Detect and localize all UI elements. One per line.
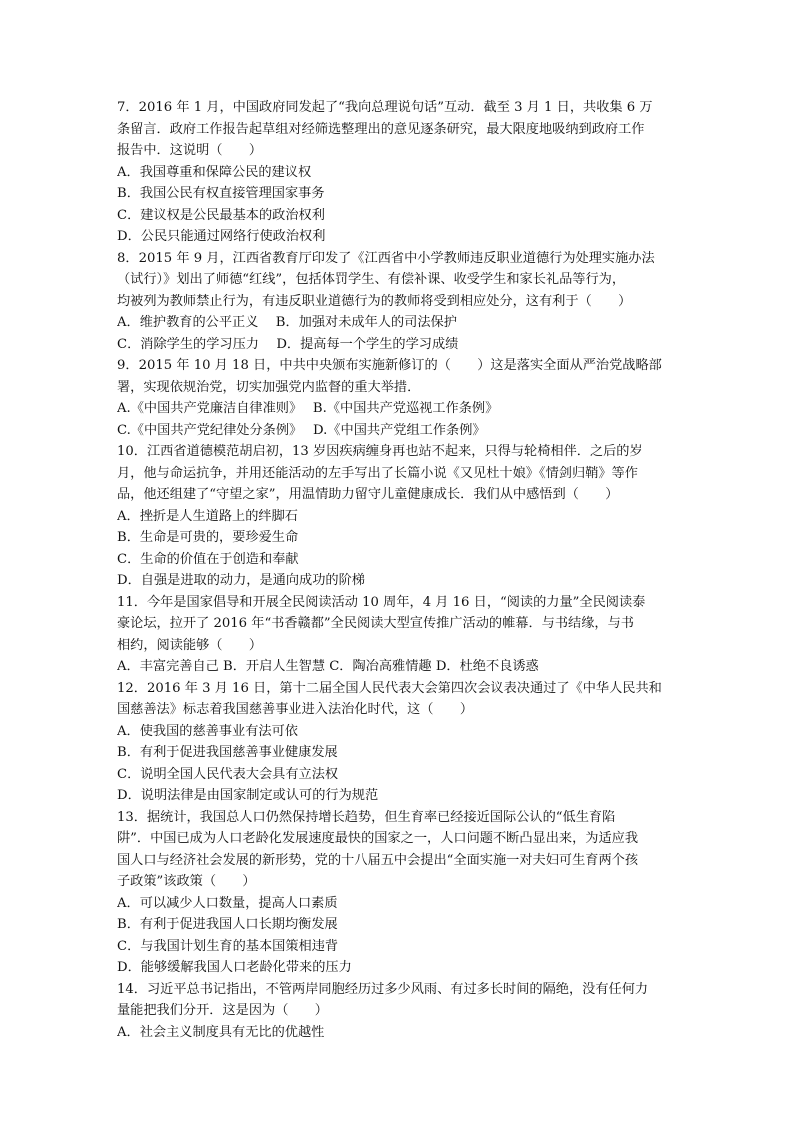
stem-line: 13．据统计，我国总人口仍然保持增长趋势，但生育率已经接近国际公认的“低生育陷 bbox=[117, 809, 616, 825]
stem-line: 相约，阅读能够（ ） bbox=[117, 637, 263, 653]
option-a: A．使我国的慈善事业有法可依 bbox=[117, 723, 298, 739]
option-c: C．建议权是公民最基本的政治权利 bbox=[117, 207, 325, 223]
option-c: C．与我国计划生育的基本国策相违背 bbox=[117, 938, 339, 954]
stem-line: 报告中．这说明（ ） bbox=[117, 143, 263, 158]
question-7 bbox=[117, 97, 679, 248]
option-d: D．公民只能通过网络行使政治权利 bbox=[117, 229, 326, 244]
stem-line: （试行）》划出了师德“红线”，包括体罚学生、有偿补课、收受学生和家长礼品等行为， bbox=[117, 272, 626, 287]
stem-line: 10．江西省道德模范胡启初，13 岁因疾病缠身再也站不起来，只得与轮椅相伴．之后的岁 bbox=[117, 444, 643, 459]
question-13 bbox=[117, 807, 679, 979]
option-a: A．可以减少人口数量，提高人口素质 bbox=[117, 895, 338, 911]
question-stem bbox=[117, 97, 679, 162]
option-d: D．说明法律是由国家制定或认可的行为规范 bbox=[117, 788, 379, 803]
option-row-cd: C.《中国共产党纪律处分条例》 D.《中国共产党组工作条例》 bbox=[117, 422, 486, 438]
stem-line: 国人口与经济社会发展的新形势，党的十八届五中会提出“全面实施一对夫妇可生育两个孩 bbox=[117, 852, 639, 868]
option-b: B．有利于促进我国人口长期均衡发展 bbox=[117, 917, 338, 932]
question-stem bbox=[117, 248, 679, 313]
document-page bbox=[117, 97, 679, 1043]
stem-line: 条留言．政府工作报告起草组对经筛选整理出的意见逐条研究，最大限度地吸纳到政府工作 bbox=[117, 121, 645, 137]
stem-line: 14．习近平总书记指出，不管两岸同胞经历过多少风雨、有过多长时间的隔绝，没有任何力 bbox=[117, 981, 649, 997]
option-a: A．我国尊重和保障公民的建议权 bbox=[117, 164, 312, 180]
question-stem bbox=[117, 441, 679, 506]
question-stem bbox=[117, 355, 679, 398]
question-10 bbox=[117, 441, 679, 592]
question-12 bbox=[117, 678, 679, 807]
stem-line: 8．2015 年 9 月，江西省教育厅印发了《江西省中小学教师违反职业道德行为处理实施办法 bbox=[117, 250, 655, 266]
question-stem bbox=[117, 807, 679, 893]
stem-line: 均被列为教师禁止行为，有违反职业道德行为的教师将受到相应处分，这有利于（ ） bbox=[117, 293, 632, 309]
stem-line: 阱”．中国已成为人口老龄化发展速度最快的国家之一，人口问题不断凸显出来，为适应我 bbox=[117, 831, 639, 846]
option-b: B．有利于促进我国慈善事业健康发展 bbox=[117, 745, 338, 760]
question-stem bbox=[117, 678, 679, 721]
stem-line: 量能把我们分开．这是因为（ ） bbox=[117, 1003, 328, 1018]
question-8 bbox=[117, 248, 679, 356]
option-d: D．自强是进取的动力，是通向成功的阶梯 bbox=[117, 573, 365, 588]
stem-line: 12．2016 年 3 月 16 日，第十二届全国人民代表大会第四次会议表决通过了《中华人民共和 bbox=[117, 680, 662, 696]
question-stem bbox=[117, 979, 679, 1022]
stem-line: 署，实现依规治党，切实加强党内监督的重大举措． bbox=[117, 379, 421, 395]
option-b: B．生命是可贵的，要珍爱生命 bbox=[117, 530, 299, 545]
option-b: B．我国公民有权直接管理国家事务 bbox=[117, 186, 325, 201]
option-row-cd: C．消除学生的学习压力 D．提高每一个学生的学习成绩 bbox=[117, 336, 459, 352]
stem-line: 子政策”该政策（ ） bbox=[117, 874, 256, 889]
stem-line: 9．2015 年 10 月 18 日，中共中央颁布实施新修订的（ ）这是落实全面从严治党战略部 bbox=[117, 358, 662, 373]
question-9 bbox=[117, 355, 679, 441]
stem-line: 国慈善法》标志着我国慈善事业进入法治化时代，这（ ） bbox=[117, 702, 474, 717]
option-a: A．社会主义制度具有无比的优越性 bbox=[117, 1024, 325, 1040]
question-11 bbox=[117, 592, 679, 678]
option-d: D．能够缓解我国人口老龄化带来的压力 bbox=[117, 960, 352, 975]
option-row-abcd: A．丰富完善自己 B．开启人生智慧 C．陶冶高雅情趣 D．杜绝不良诱惑 bbox=[117, 659, 539, 674]
stem-line: 月，他与命运抗争，并用还能活动的左手写出了长篇小说《又见杜十娘》《情剑归鞘》等作 bbox=[117, 465, 638, 481]
question-14 bbox=[117, 979, 679, 1044]
stem-line: 豪论坛，拉开了 2016 年“书香赣都”全民阅读大型宣传推广活动的帷幕．与书结缘，与书 bbox=[117, 616, 634, 631]
option-c: C．生命的价值在于创造和奉献 bbox=[117, 551, 299, 567]
option-row-ab: A．维护教育的公平正义 B．加强对未成年人的司法保护 bbox=[117, 315, 457, 330]
question-stem bbox=[117, 592, 679, 657]
option-a: A．挫折是人生道路上的绊脚石 bbox=[117, 508, 298, 524]
stem-line: 7．2016 年 1 月，中国政府同发起了“我向总理说句话”互动．截至 3 月 1 日，共收集 6 万 bbox=[117, 100, 653, 115]
option-c: C．说明全国人民代表大会具有立法权 bbox=[117, 766, 339, 782]
stem-line: 品，他还组建了“守望之家”，用温情助力留守儿童健康成长．我们从中感悟到（ ） bbox=[117, 487, 619, 502]
stem-line: 11．今年是国家倡导和开展全民阅读活动 10 周年，4 月 16 日，“阅读的力量”全民阅读泰 bbox=[117, 594, 646, 610]
option-row-ab: A.《中国共产党廉洁自律准则》 B.《中国共产党巡视工作条例》 bbox=[117, 401, 499, 416]
